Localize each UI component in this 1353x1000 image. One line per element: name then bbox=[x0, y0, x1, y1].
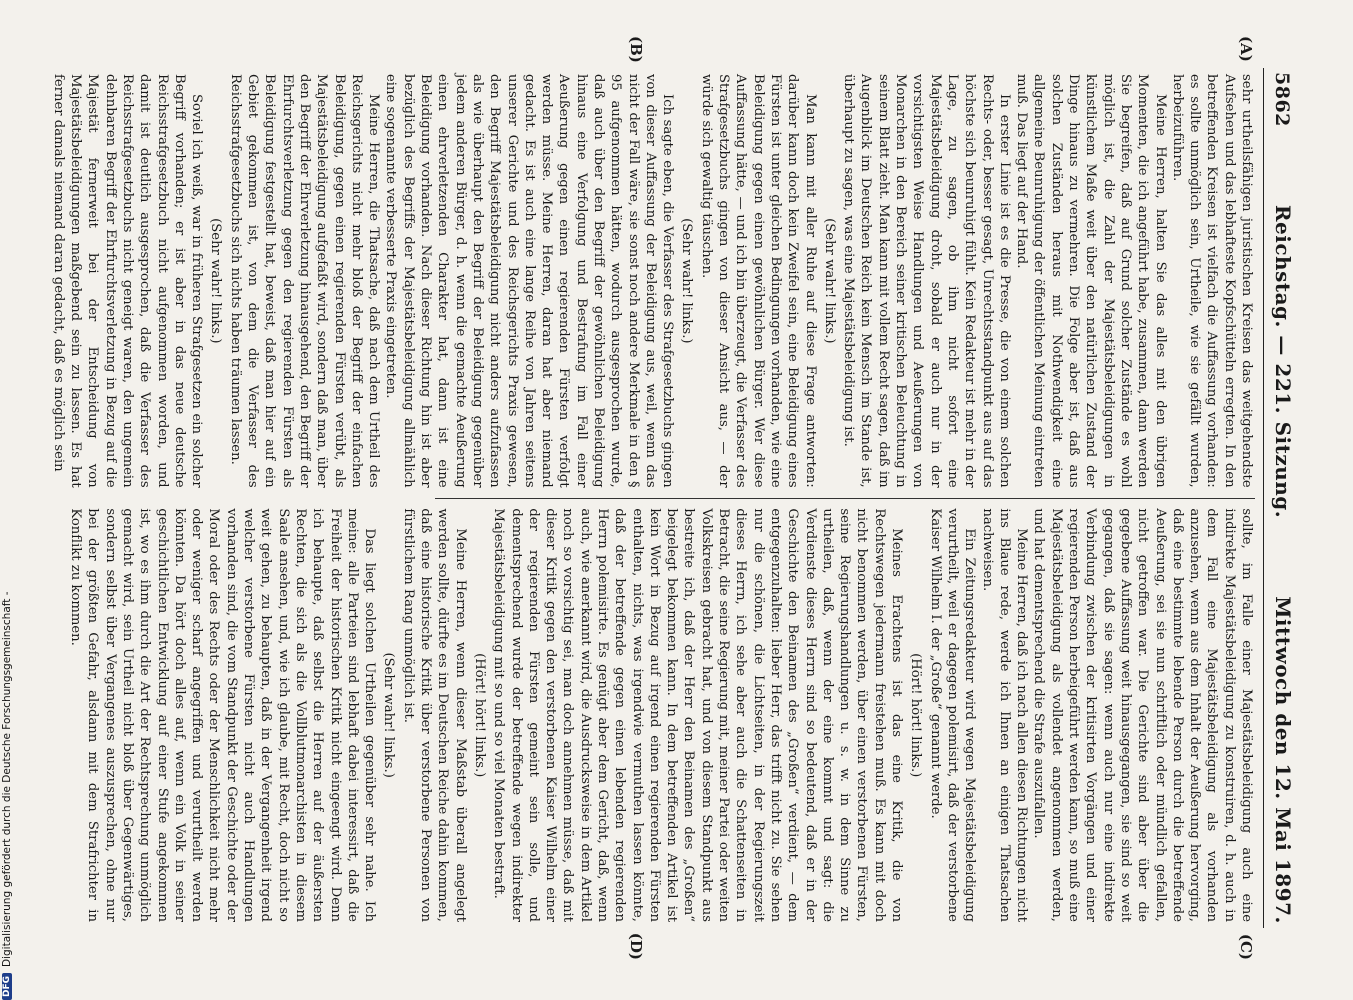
interjection: (Sehr wahr! links.) bbox=[208, 218, 224, 344]
paragraph: Ich sagte eben, die Verfasser des Strafgesetzbuchs gingen von dieser Auffassung der Beleidigung aus, weil, wenn das nicht der Fall wäre, sie sonst noch andere Merkmale in den § 95 aufgenommen hätten, wodurch ausgesprochen wurde, daß auch über den Begriff der gewöhnlichen Beleidigung hinaus eine Verfolgung und Bestrafung im Fall einer Aeußerung gegen einen regierenden Fürsten verfolgt werden müsse. Meine Herren, daran hat aber niemand gedacht. Es ist auch eine lange Reihe von Jahren seitens unserer Gerichte und des Reichsgerichts Praxis gewesen, den Begriff Majestätsbeleidigung nicht anders aufzufassen als wie überhaupt den Begriff der Beleidigung gegenüber jedem anderen Bürger, d. h. wenn die gemachte Aeußerung einen ehrverletzenden Charakter hat, dann ist eine Beleidigung vorhanden. Nach dieser Richtung hin ist aber bezüglich des Begriffs der Majestätsbeleidigung allmählich eine sogenannte verbesserte Praxis eingetreten. bbox=[383, 74, 676, 488]
left-column bbox=[50, 68, 1255, 494]
digitization-footer bbox=[0, 0, 14, 1000]
header-date: Mittwoch den 12. Mai 1897. bbox=[1271, 596, 1295, 924]
text-columns bbox=[50, 36, 1255, 960]
column-divider bbox=[435, 498, 1255, 499]
paragraph: In erster Linie ist es die Presse, die von einem solchen Rechts- oder, besser gesagt, Unrechtsstandpunkt aus auf das höchste sich beunruhigt fühlt. Kein Redakteur ist mehr in der Lage, zu sagen, ob ihm nicht sofort eine Majestätsbeleidigung droht, sobald er auch nur in der vorsichtigsten Weise Handlungen und Aeußerungen von Monarchen in den Bereich seiner kritischen Beleuchtung in seinem Blatt zieht. Man kann mit vollem Recht sagen, daß im Augenblick im Deutschen Reich kein Mensch im Stande ist, überhaupt zu sagen, was eine Majestätsbeleidigung ist. bbox=[841, 74, 1012, 488]
interjection: (Sehr wahr! links.) bbox=[679, 218, 695, 344]
interjection: (Hört! hört! links.) bbox=[471, 653, 487, 778]
rotated-page bbox=[50, 36, 1295, 960]
paragraph: Meine Herren, wenn dieser Maßstab überall angelegt werden sollte, dürfte es im Deutschen Reiche dahin kommen, daß eine historische Kritik über verstorbene Personen von fürstlichem Rang unmöglich ist. bbox=[400, 508, 468, 922]
paragraph: Meines Erachtens ist das eine Kritik, die von Rechtswegen jedermann freistehen muß. Es kann mit doch nicht benommen werden, über einen verstorbenen Fürsten, seine Regierungshandlungen u. s. w. in dem Sinne zu urtheilen, daß, wenn der eine kommt und sagt: die Verdienste dieses Herrn sind so bedeutend, daß er in der Geschichte den Beinamen des „Großen“ verdient, — dem entgegenzuhalten: lieber Herr, das trifft nicht zu. Sie sehen nur die schönen, die Lichtseiten, in der Regierungszeit dieses Herrn, ich sehe aber auch die Schattenseiten in Betracht, die seine Regierung mit, meiner Partei oder weiten Volkskreisen gebracht hat, und von diesem Standpunkt aus bestreite ich, daß der Herr den Beinamen des „Großen“ beigelegt bekommen kann. In dem betreffenden Artikel ist kein Wort in Bezug auf irgend einen regierenden Fürsten enthalten, nichts, was irgendwie vermuthen lassen könnte, daß der betreffende gegen einen lebenden regierenden Herrn polemisirte. Es genügt aber dem Gericht, daß, wenn auch, wie anerkannt wird, die Ausdrucksweise in dem Artikel noch so vorsichtig sei, man doch annehmen müsse, daß mit dieser Kritik gegen den verstorbenen Kaiser Wilhelm einer der regierenden Fürsten gemeint sein solle, und dementsprechend wurde der betreffende wegen indirekter Majestätsbeleidigung mit so und so viel Monaten bestraft. bbox=[491, 508, 905, 922]
paragraph: Ein Zeitungsredakteur wird wegen Majestätsbeleidigung verurtheilt, weil er dagegen polemisirt, daß der verstorbene Kaiser Wilhelm I. der „Große“ genannt werde. bbox=[927, 508, 978, 922]
margin-mark-d: (D) bbox=[627, 932, 645, 960]
margin-mark-b: (B) bbox=[627, 36, 645, 63]
paragraph: sehr urtheilsfähigen juristischen Kreisen das weitgehendste Aufsehen und das lebhafteste Kopfschütteln erregten. In den betreffenden Kreisen ist vielfach die Auffassung vorhanden: es sollte unmöglich sein, Urtheile, wie sie gefällt wurden, herbeizuführen. bbox=[1169, 74, 1254, 488]
page-header bbox=[1263, 68, 1295, 928]
margin-mark-a: (A) bbox=[1237, 36, 1255, 62]
paragraph: Meine Herren, die Thatsache, daß nach dem Urtheil des Reichsgerichts nicht mehr bloß der Begriff der einfachen Beleidigung, gegen einen regierenden Fürsten verübt, als Majestätsbeleidigung aufgefaßt wird, sondern daß man, über den Begriff der Ehrverletzung hinausgehend, den Begriff der Ehrfurchtsverletzung gegen den regierenden Fürsten als Beleidigung festgestellt hat, beweist, daß man hier auf ein Gebiet gekommen ist, von dem die Verfasser des Reichsstrafgesetzbuchs sich nichts haben träumen lassen. bbox=[227, 74, 382, 488]
interjection: (Sehr wahr! links.) bbox=[381, 652, 397, 778]
paragraph: Man kann mit aller Ruhe auf diese Frage antworten: darüber kann doch kein Zweifel sein, eine Beleidigung eines Fürsten ist unter gleichen Bedingungen vorhanden, wie eine Beleidigung gegen einen gewöhnlichen Bürger. Wer diese Auffassung hätte, — und ich bin überzeugt, die Verfasser des Strafgesetzbuchs gingen von dieser Ansicht aus, — der würde sich gewaltig täuschen. bbox=[698, 74, 818, 488]
interjection: (Sehr wahr! links.) bbox=[821, 218, 837, 344]
paragraph: Meine Herren, halten Sie das alles mit den übrigen Momenten, die ich angeführt habe, zusammen, dann werden Sie begreifen, daß auf Grund solcher Zustände es wohl möglich ist, die Zahl der Majestätsbeleidigungen in künstlichem Maße weit über den natürlichen Zustand der Dinge hinaus zu vermehren. Die Folge aber ist, daß aus solchen Zuständen heraus mit Nothwendigkeit eine allgemeine Beunruhigung der öffentlichen Meinung eintreten muß. Das liegt auf der Hand. bbox=[1014, 74, 1168, 488]
page-number: 5862 bbox=[1271, 72, 1293, 127]
margin-mark-c: (C) bbox=[1237, 933, 1255, 960]
paragraph: sollte, im Falle einer Majestätsbeleidigung auch eine indirekte Majestätsbeleidigung zu konstruiren, d. h. auch in dem Fall eine Majestätsbeleidigung als vorhanden anzusehen, wenn aus dem Inhalt der Aeußerung hervorging, daß eine bestimmte lebende Person durch die betreffende Aeußerung, sei sie nun schriftlich oder mündlich gefallen, nicht getroffen war. Die Gerichte sind aber über die gegebene Auffassung weit hinausgegangen, sie sind so weit gegangen, daß sie sagen: wenn auch nur eine indirekte Verbindung zwischen der kritisirten Vorgängen und einer regierenden Person herbeigeführt werden kann, so muß eine Majestätsbeleidigung als vollendet angenommen werden, und hat dementsprechend die Strafe auszufallen. bbox=[1031, 508, 1254, 922]
dfg-logo: DFG bbox=[2, 973, 12, 1000]
paragraph: Das liegt solchen Urtheilen gegenüber sehr nahe. Ich meine: alle Parteien sind lebhaft dabei interessirt, daß die Freiheit der historischen Kritik nicht eingeengt wird. Denn ich behaupte, daß selbst die Herren auf der äußersten Rechten, die sich als die Vollblutmonarchisten in diesem Saale ansehen, und, wie ich glaube, mit Recht, doch nicht so weit gehen, zu behaupten, daß in der Vergangenheit irgend welcher verstorbene Fürsten nicht auch Handlungen vorhanden sind, die vom Standpunkt der Geschichte oder der Moral oder des Rechts oder der Menschlichkeit nicht mehr oder weniger scharf angegriffen und verurtheilt werden könnten. Da hört doch alles auf, wenn ein Volk in seiner geschichtlichen Entwicklung auf einer Stufe angekommen ist, wo es ihm durch die Art der Rechtsprechung unmöglich gemacht wird, sein Urtheil nicht bloß über Gegenwärtiges, sondern selbst über Vergangenes auszusprechen, ohne nur bei der größten Gefahr, alsdann mit dem Strafrichter in Konflikt zu kommen. bbox=[68, 508, 378, 922]
paragraph: Soviel ich weiß, war in früheren Strafgesetzen ein solcher Begriff vorhanden; er ist aber in das neue deutsche Reichsstrafgesetzbuch nicht aufgenommen worden, und damit ist deutlich ausgesprochen, daß die Verfasser des Reichsstrafgesetzbuchs nicht geneigt waren, den ungemein dehnbaren Begriff der Ehrfurchtsverletzung in Bezug auf die Majestät fernerweit bei der Entscheidung von Majestätsbeleidigungen maßgebend sein zu lassen. Es hat ferner damals niemand daran gedacht, daß es möglich sein bbox=[50, 74, 205, 488]
right-column bbox=[68, 502, 1255, 928]
footer-text: Digitalisierung gefördert durch die Deutsche Forschungsgemeinschaft - bbox=[1, 591, 13, 967]
paragraph: Meine Herren, daß ich nach allen diesen Richtungen nicht ins Blaue rede, werde ich Ihnen an einigen Thatsachen nachweisen. bbox=[979, 508, 1030, 922]
interjection: (Hört! hört! links.) bbox=[908, 653, 924, 778]
header-title: Reichstag. — 221. Sitzung. bbox=[1271, 204, 1295, 519]
